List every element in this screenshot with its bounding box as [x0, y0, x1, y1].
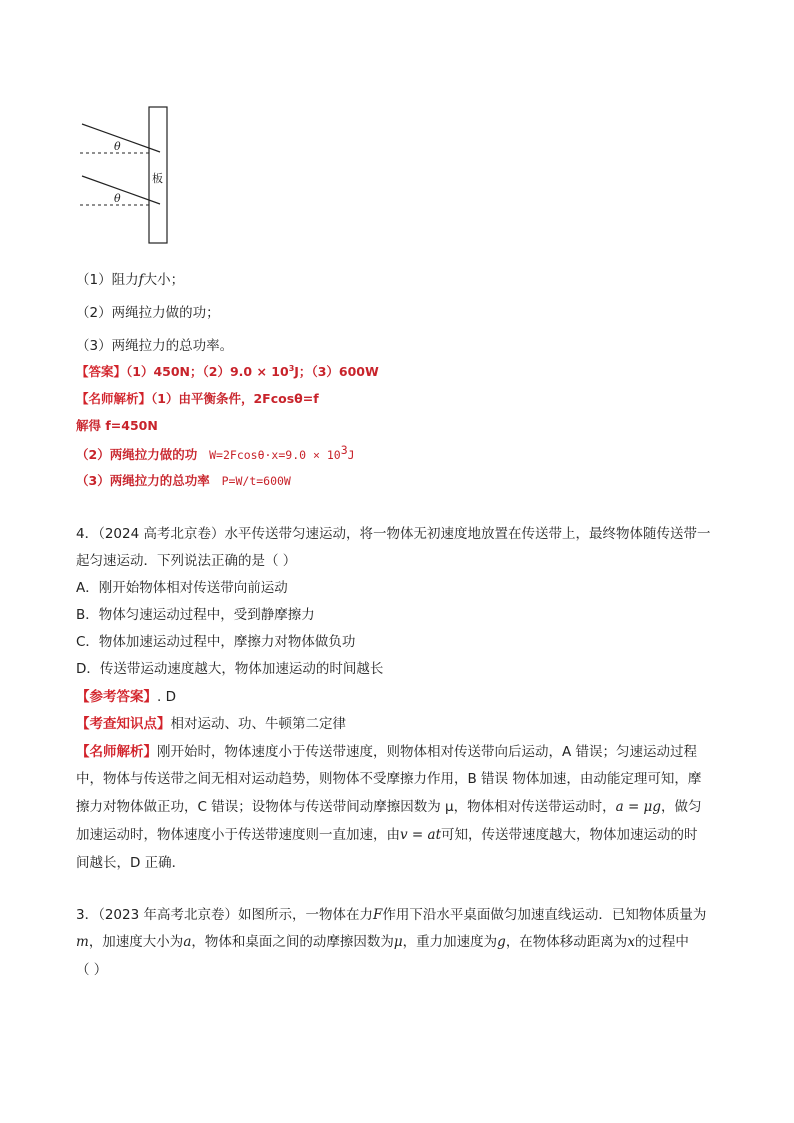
answer-line: [76, 362, 379, 380]
analysis-exponent: 3: [340, 443, 348, 457]
analysis-text: 刚开始时，物体速度小于传送带速度，则物体相对传送带向后运动，A 错误；匀速运动过程: [157, 744, 698, 760]
answer-part-2-unit: J；: [294, 364, 312, 379]
analysis-formula: P=W/t=600W: [221, 474, 291, 488]
part-number: （2）: [76, 305, 112, 321]
q4-option-a: A．刚开始物体相对传送带向前运动: [76, 580, 288, 596]
analysis-text: 可知，传送带速度越大，物体加速运动的时: [441, 827, 698, 843]
analysis-tag: 【名师解析】: [76, 391, 152, 406]
analysis-line-3: [76, 443, 355, 463]
stem-text: 的过程中: [634, 934, 689, 950]
var-m: m: [76, 934, 89, 950]
q4-stem-line-2: 起匀速运动．下列说法正确的是（ ）: [76, 553, 297, 569]
analysis-text: （2）两绳拉力做的功: [76, 447, 198, 463]
q4-option-d: D．传送带运动速度越大，物体加速运动的时间越长: [76, 661, 384, 677]
analysis-text: （1）由平衡条件，: [151, 391, 254, 406]
var-mu: μ: [393, 934, 403, 950]
q4-analysis-line-5: 间越长，D 正确．: [76, 855, 186, 871]
var-a: a: [183, 934, 192, 950]
angle-label-lower: θ: [114, 192, 121, 205]
q3-stem-line-1: [76, 903, 706, 923]
ref-answer-tag: 【参考答案】: [76, 689, 157, 705]
part-text: 两绳拉力做的功；: [111, 305, 220, 321]
rope-lower: [82, 176, 160, 204]
q3-part-1: [76, 268, 184, 288]
q4-option-c: C．物体加速运动过程中，摩擦力对物体做负功: [76, 634, 356, 650]
analysis-text: 加速运动时，物体速度小于传送带速度则一直加速，由: [76, 827, 400, 843]
analysis-text: （3）两绳拉力的总功率: [76, 473, 210, 488]
analysis-formula: W=2Fcosθ·x=9.0 × 10: [209, 448, 341, 463]
q4-analysis-line-2: 中，物体与传送带之间无相对运动趋势，则物体不受摩擦力作用，B 错误 物体加速，由动能定理可知，摩: [76, 771, 702, 787]
ref-answer-value: . D: [157, 689, 176, 705]
q4-analysis-line-4: [76, 823, 698, 843]
board-label: 板: [152, 172, 163, 185]
analysis-line-2: 解得 f=450N: [76, 418, 158, 433]
part-number: （3）: [76, 338, 112, 354]
analysis-text: 擦力对物体做正功，C 错误；设物体与传送带间动摩擦因数为 μ，物体相对传送带运动时，: [76, 799, 616, 815]
q4-option-b: B．物体匀速运动过程中，受到静摩擦力: [76, 607, 315, 623]
q3-stem-line-3: （ ）: [76, 962, 108, 978]
q4-analysis-line-3: [76, 795, 701, 815]
answer-part-3: （3）600W: [311, 364, 379, 379]
knowledge-tag: 【考查知识点】: [76, 716, 171, 732]
answer-part-1: （1）450N；: [126, 364, 203, 379]
q4-analysis-line-1: [76, 740, 697, 760]
q4-reference-answer: [76, 685, 176, 705]
analysis-formula: a = μg: [615, 799, 661, 815]
stem-text: ，加速度大小为: [88, 934, 184, 950]
knowledge-value: 相对运动、功、牛顿第二定律: [170, 716, 346, 732]
var-f: f: [138, 272, 144, 288]
stem-text: ，在物体移动距离为: [505, 934, 628, 950]
stem-text: ，重力加速度为: [402, 934, 498, 950]
answer-tag: 【答案】: [76, 364, 127, 379]
stem-text: 作用下沿水平桌面做匀加速直线运动．已知物体质量为: [382, 907, 707, 923]
q4-knowledge-points: [76, 712, 346, 732]
analysis-line-4: [76, 471, 291, 489]
stem-text: 3．（2023 年高考北京卷）如图所示，一物体在力: [76, 907, 373, 923]
part-text: 阻力: [111, 272, 139, 288]
analysis-formula: 2Fcosθ=f: [253, 391, 319, 406]
part-text: 大小；: [143, 272, 185, 288]
q4-stem-line-1: 4．（2024 高考北京卷）水平传送带匀速运动，将一物体无初速度地放置在传送带上，最终物体随传送带一: [76, 526, 711, 542]
analysis-formula-unit: J: [347, 448, 355, 463]
var-x: x: [627, 934, 635, 950]
rope-board-figure: [70, 100, 180, 250]
part-number: （1）: [76, 272, 112, 288]
answer-part-2: （2）9.0 × 10: [202, 364, 289, 379]
answer-exponent: 3: [288, 363, 295, 373]
angle-label-upper: θ: [114, 140, 121, 153]
analysis-text: ，做匀: [660, 799, 702, 815]
q3-stem-line-2: [76, 930, 689, 950]
stem-text: ，物体和桌面之间的动摩擦因数为: [191, 934, 394, 950]
var-F: F: [373, 907, 383, 923]
analysis-line-1: [76, 389, 319, 407]
analysis-formula: v = at: [400, 827, 441, 843]
q3-part-3: [76, 334, 233, 354]
analysis-tag: 【名师解析】: [76, 744, 157, 760]
q3-part-2: [76, 301, 220, 321]
var-g: g: [497, 934, 506, 950]
rope-upper: [82, 124, 160, 152]
part-text: 两绳拉力的总功率。: [111, 338, 234, 354]
